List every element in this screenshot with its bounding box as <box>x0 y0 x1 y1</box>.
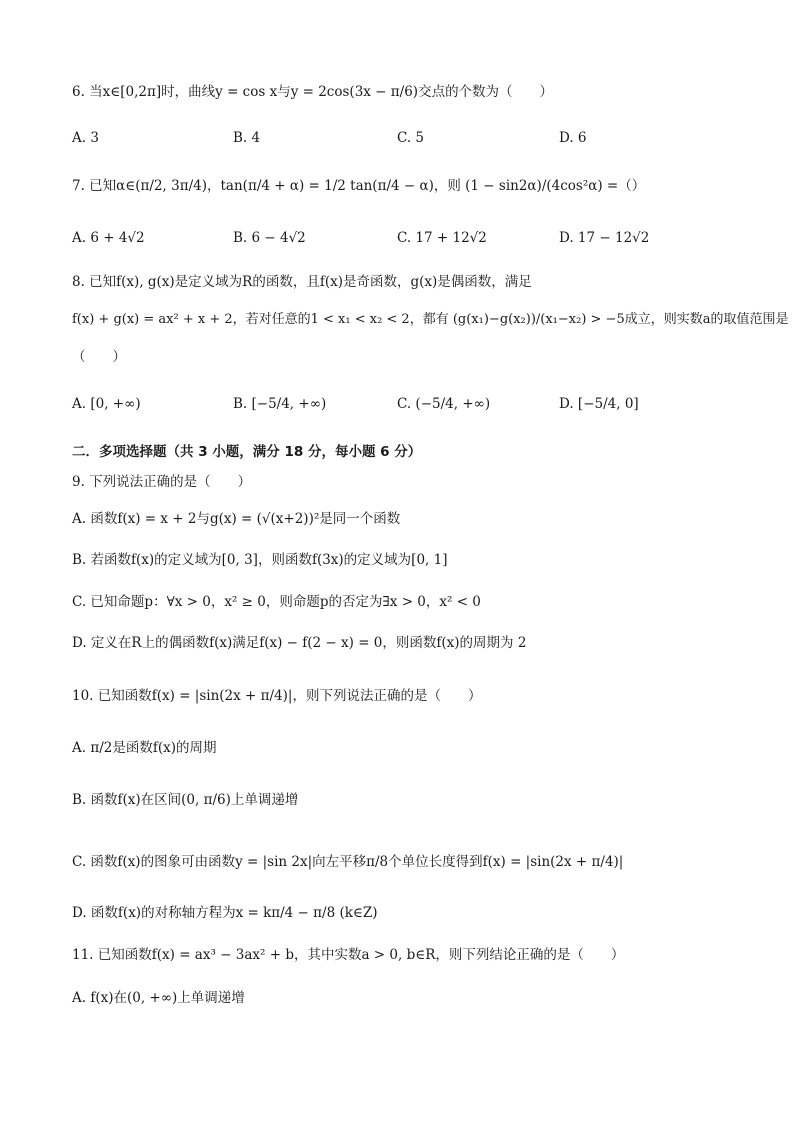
q6-option-b: B. 4 <box>233 130 261 146</box>
question-8-stem-line-2: f(x) + g(x) = ax² + x + 2，若对任意的1 < x₁ < x₂ < 2，都有 (g(x₁)−g(x₂))/(x₁−x₂) > −5成立，则实数a的取值范围是 <box>72 312 789 327</box>
q7-option-a: A. 6 + 4√2 <box>72 230 145 246</box>
q9-option-d: D. 定义在R上的偶函数f(x)满足f(x) − f(2 − x) = 0，则函数f(x)的周期为 2 <box>72 635 527 651</box>
q10-option-a: A. π/2是函数f(x)的周期 <box>72 740 217 756</box>
question-8-stem-line-1: 8. 已知f(x), g(x)是定义域为R的函数，且f(x)是奇函数，g(x)是偶函数，满足 <box>72 274 532 290</box>
q8-option-d: D. [−5/4, 0] <box>559 396 639 412</box>
q6-option-c: C. 5 <box>397 130 425 146</box>
q10-option-b: B. 函数f(x)在区间(0, π/6)上单调递增 <box>72 792 299 808</box>
q7-option-c: C. 17 + 12√2 <box>397 230 487 246</box>
question-8-stem-line-3: （ ） <box>72 349 126 365</box>
q8-option-a: A. [0, +∞) <box>72 396 141 412</box>
q6-option-a: A. 3 <box>72 130 99 146</box>
q6-option-d: D. 6 <box>559 130 587 146</box>
q7-option-d: D. 17 − 12√2 <box>559 230 650 246</box>
q7-option-b: B. 6 − 4√2 <box>233 230 306 246</box>
q8-option-b: B. [−5/4, +∞) <box>233 396 327 412</box>
question-6-stem: 6. 当x∈[0,2π]时，曲线y = cos x与y = 2cos(3x − π/6)交点的个数为（ ） <box>72 84 554 100</box>
q10-option-d: D. 函数f(x)的对称轴方程为x = kπ/4 − π/8 (k∈Z) <box>72 905 378 921</box>
question-7-stem: 7. 已知α∈(π/2, 3π/4)，tan(π/4 + α) = 1/2 tan(π/4 − α)，则 (1 − sin2α)/(4cos²α) =（） <box>72 178 646 194</box>
question-11-stem: 11. 已知函数f(x) = ax³ − 3ax² + b，其中实数a > 0, b∈R，则下列结论正确的是（ ） <box>72 947 625 963</box>
q9-option-c: C. 已知命题p：∀x > 0，x² ≥ 0，则命题p的否定为∃x > 0，x² < 0 <box>72 594 481 610</box>
question-10-stem: 10. 已知函数f(x) = |sin(2x + π/4)|，则下列说法正确的是（ ） <box>72 688 482 704</box>
section-2-title: 二．多项选择题（共 3 小题，满分 18 分，每小题 6 分） <box>72 444 422 460</box>
q10-option-c: C. 函数f(x)的图象可由函数y = |sin 2x|向左平移π/8个单位长度得到f(x) = |sin(2x + π/4)| <box>72 854 624 870</box>
q9-option-b: B. 若函数f(x)的定义域为[0, 3]，则函数f(3x)的定义域为[0, 1] <box>72 552 448 568</box>
q9-option-a: A. 函数f(x) = x + 2与g(x) = (√(x+2))²是同一个函数 <box>72 511 401 527</box>
q8-option-c: C. (−5/4, +∞) <box>397 396 491 412</box>
q11-option-a: A. f(x)在(0, +∞)上单调递增 <box>72 990 245 1006</box>
question-9-stem: 9. 下列说法正确的是（ ） <box>72 474 252 490</box>
